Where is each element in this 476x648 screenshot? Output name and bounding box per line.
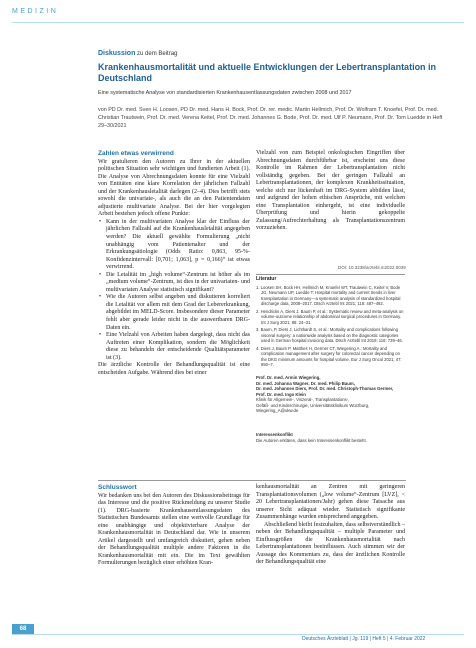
list-item: • Eine Vielzahl von Arbeiten haben dargelegt, dass nicht das Auftreten einer Komplikation, sondern die Möglichkeit diese zu behandeln der entscheidende Qualitätsparameter ist (3). — [106, 332, 250, 362]
email-link[interactable]: Wiegering_A@ukw.de — [256, 408, 299, 413]
list-item: • Die Letalität im „high volume“-Zentrum ist höher als im „medium volume“-Zentrum, ist dies in der univariaten- und multivariaten Analyse statistisch signifikant? — [106, 272, 250, 295]
reply-column-left — [98, 484, 250, 568]
article-kicker — [98, 50, 177, 57]
section-divider — [98, 480, 406, 481]
page-number: 68 — [12, 624, 34, 634]
address-author-line: Dr. med. Johanna Wagner, Dr. med. Philip Baum, — [256, 380, 355, 386]
top-divider — [12, 22, 464, 23]
list-item: 3. Baum, P, Diers J, Lichthardt S, et al.: Mortality and complications following visceral surgery: a nationwide analysis based on the diagnostic categories used in German hospital invoicing data. Dtsch Arztebl Int 2019; 116: 739–46. — [256, 327, 403, 343]
comment-heading: Zahlen etwas verwirrend — [98, 150, 174, 157]
comment-continuation: Vielzahl von zum Beispiel onkologischen Eingriffen über Abrechnungsdaten durchführbar ist, erscheint uns diese Kontrolle im Rahmen der Lebertransplantation nicht vollständig gegeben. Bei der geringen Fallzahl an Lebertransplantationen, der komplexen Krankheitssituation, welche sich nur lückenhaft im DRG-System abbilden lässt, und aufgrund der hohen ethischen Ansprüche, mit welchen eine Transplantation einhergeht, ist eine individuelle Überprüfung und hierin gekoppelte Zulassung/Aufrechterhaltung als Transplantationszentrum vorzuziehen. — [256, 150, 405, 232]
doi-reference: DOI: 10.3238/arztebl.m2022.0039 — [338, 265, 406, 270]
article-authors: von PD Dr. med. Sven H. Loosen, PD Dr. med. Hans H. Bock, Prof. Dr. rer. medic. Martin Hellmich, Prof. Dr. Wolfram T. Knoefel, Prof. Dr. med. Christian Trautwein, Prof. Dr. med. Verena Keitel, Prof. Dr. med. Johannes G. Bode, Prof. Dr. med. Ulf P. Neumann, Prof. Dr. Tom Luedde in Heft 29–30/2021 — [98, 107, 443, 129]
section-label: MEDIZIN — [12, 8, 59, 15]
footer-divider — [12, 634, 464, 635]
reply-text: Wir bedanken uns bei den Autoren des Diskussionsbeitrags für das Interesse und die positive Rückmeldung zu unserer Studie (1). DRG-basierte Krankenhausentlassungsdaten des Statistischen Bundesamts stellen eine wertvolle Grundlage für eine unabhängige und objektivierbare Analyse der Krankenhausmortalität in Deutschland dar. Wie in unserem Artikel dargestellt und umfangreich diskutiert, gehen neben der Behandlungsqualität multiple andere Faktoren in die Krankenhausmortalität mit ein. Die im Text gewählten Formulierungen bezüglich einer erhöhten Kran- — [98, 492, 250, 567]
comment-column-middle — [256, 150, 405, 233]
list-item: • Wie die Autoren selbst angeben und diskutieren korreliert die Letalität vor allem mit dem Grad der Lebererkrankung, abgebildet im MELD-Score. Insbesondere dieser Parameter fehlt aber gerade leider nicht in die auswertbaren DRG-Daten ein. — [106, 294, 250, 332]
literature-title: Literatur — [256, 276, 277, 282]
list-item: 1. Loosen SH, Bock HH, Hellmich M, Knoefel WT, Trautwein C, Keitel V, Bode JG, Neumann UP, Luedde T: Hospital mortality and current trends in liver transplantation in Germany—a systematic analysis of standardized hospital discharge data, 2008–2017. Dtsch Arztebl Int 2021; 118: 487–492. — [256, 284, 401, 306]
literature-divider — [256, 274, 405, 275]
address-author-line: Dr. med. Johannes Diers, Prof. Dr. med. Christoph-Thomas Germer, — [256, 386, 394, 391]
list-item: 4. Diers J, Baum P, Matthes H, Germer CT, Wiegering A.: Mortality and complication management after surgery for colorectal cancer depending on the DKG minimum amounts for hospital volume. Eur J Surg Oncol 2021; 47: 850–7. — [256, 345, 402, 367]
comment-closing: Die ärztliche Kontrolle der Behandlungsqualität ist eine entscheiden Aufgabe. Während dies bei einer — [98, 362, 250, 376]
author-address — [256, 375, 406, 414]
comment-bullet-list — [98, 219, 250, 362]
literature-section — [256, 277, 406, 370]
article-subtitle: Eine systematische Analyse von standardisierten Krankenhausentlassungsdaten zwischen 2008 und 2017 — [98, 90, 352, 96]
coi-text: Die Autoren erklären, dass kein Interessenkonflikt besteht. — [256, 437, 367, 443]
address-line: Gefäß- und Kinderchirurgie, Universitätsklinikum Würzburg, — [256, 402, 370, 408]
address-line: Klinik für Allgemein-, Viszeral-, Transplantations-, — [256, 397, 350, 402]
comment-column-left — [98, 150, 250, 377]
footer-journal: Deutsches Ärzteblatt | Jg. 119 | Heft 5 | 4. Februar 2022 — [302, 636, 426, 642]
kicker-rest: zu dem Beitrag — [135, 51, 178, 57]
address-author-line: Prof. Dr. med. Ingo Klein — [256, 391, 306, 397]
article-title: Krankenhausmortalität und aktuelle Entwicklungen der Lebertransplantation in Deutschland — [98, 62, 437, 83]
conflict-of-interest — [256, 432, 406, 443]
reply-heading: Schlusswort — [98, 484, 137, 491]
reply-continuation-2: Abschließend bleibt festzuhalten, dass selbstverständlich – neben der Behandlungsqualität – multiple Parameter und Einflussgrößen die Krankenhausmortalität nach Lebertransplantationen beeinflussen. Auch stimmen wir der Aussage des Kommentars zu, dass der ärztlichen Kontrolle der Behandlungsqualität eine — [256, 521, 405, 566]
address-author-line: Prof. Dr. med. Armin Wiegering, — [256, 375, 321, 380]
reply-column-right — [256, 484, 405, 567]
list-item: 2. Hendricks A, Diers J, Baum P, et al.: Systematic review and meta-analysis on volume-outcome relationship of abdominal surgical procedures in Germany. Int J Surg 2021; 86: 24–31. — [256, 308, 404, 325]
reply-continuation: kenhausmortalität an Zentren mit geringeren Transplantationsvolumen („low volume“-Zentrum [LVZ], < 20 Lebertransplantationen/Jahr) gehen diese Tatsache aus unserer Sicht adäquat wieder. Statistisch signifikante Zusammenhänge wurden entsprechend angegeben. — [256, 484, 405, 521]
kicker-bold: Diskussion — [98, 50, 136, 57]
comment-intro: Wir gratulieren den Autoren zu Ihrer in der aktuellen politischen Situation sehr wichtigen und fundierten Arbeit (1). Die Analyse von Abrechnungsdaten konnte für eine Vielzahl von Entitäten eine klare Korrelation der jährlichen Fallzahl und der Krankenhausletalität darlegen (2–4). Dies betrifft stets sowohl die univariate-, als auch die an den Patientendaten adjustierte multivariate Analyse. Bei der hier vorgelegten Arbeit bestehen jedoch offene Punkte: — [98, 158, 250, 218]
coi-title: Interessenkonflikt — [256, 432, 293, 437]
list-item: • Kann in der multivariaten Analyse klar der Einfluss der jährlichen Fallzahl auf die Krankenhausletalität angegeben werden? Die aktuell gewählte Formulierung „nicht unabhängig vom Patientenalter und der Erkrankungsätiologie (Odds Ratio: 0,863, 95-%-Konfidenzintervall: [0,701; 1,063], p = 0,166)“ ist etwas verwirrend. — [106, 219, 250, 272]
